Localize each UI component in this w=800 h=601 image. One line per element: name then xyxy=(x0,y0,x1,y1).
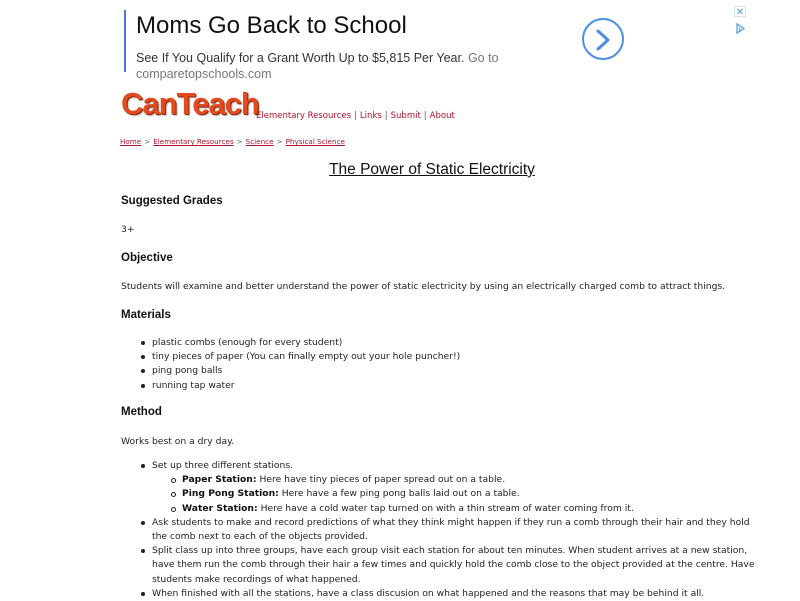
objective-heading: Objective xyxy=(121,252,173,264)
list-item: Split class up into three groups, have each group visit each station for about ten minutes. When student arrives at a new station, have them run the comb through their hair a few times and quickly hold the comb close to the object provided at the centre. Have students make recordings of what happened. xyxy=(139,544,759,587)
chevron-right-icon xyxy=(594,29,612,51)
list-item: When finished with all the stations, have a class discusion on what happened and the reasons that may be behind it all. xyxy=(139,587,759,601)
list-item xyxy=(169,473,759,487)
nav-submit[interactable]: Submit xyxy=(390,111,421,121)
ad-description[interactable] xyxy=(136,50,516,82)
station-label: Paper Station: xyxy=(182,474,257,486)
ad-goto-text: Go to xyxy=(467,51,499,65)
method-heading: Method xyxy=(121,406,162,418)
ad-arrow-button[interactable] xyxy=(582,18,624,60)
ad-title[interactable]: Moms Go Back to School xyxy=(136,12,407,39)
page-title: The Power of Static Electricity xyxy=(329,161,535,178)
nav-about[interactable]: About xyxy=(429,111,455,121)
breadcrumb-physical-science[interactable]: Physical Science xyxy=(285,137,345,146)
breadcrumb: Home > Elementary Resources > Science > Physical Science xyxy=(120,137,345,146)
adchoices-icon[interactable] xyxy=(734,19,746,30)
ad-banner[interactable] xyxy=(124,10,646,81)
breadcrumb-science[interactable]: Science xyxy=(245,137,274,146)
list-item: tiny pieces of paper (You can finally empty out your hole puncher!) xyxy=(139,350,759,364)
breadcrumb-elementary-resources[interactable]: Elementary Resources xyxy=(153,137,234,146)
nav-links[interactable]: Links xyxy=(359,111,382,121)
site-logo[interactable]: CanTeach xyxy=(121,86,259,121)
list-item: running tap water xyxy=(139,379,759,393)
list-item xyxy=(139,459,759,516)
ad-domain[interactable]: comparetopschools.com xyxy=(136,67,272,81)
materials-list xyxy=(139,336,759,393)
nav-elementary-resources[interactable]: Elementary Resources xyxy=(256,111,352,121)
objective-text: Students will examine and better understand the power of static electricity by using an electrically charged comb to attract things. xyxy=(121,281,726,292)
top-nav: Elementary Resources | Links | Submit | About xyxy=(256,111,455,121)
list-item xyxy=(169,502,759,516)
station-label: Water Station: xyxy=(182,502,258,514)
ad-desc-text: See If You Qualify for a Grant Worth Up to $5,815 Per Year. xyxy=(136,51,465,65)
station-text: Here have a cold water tap turned on with a thin stream of water coming from it. xyxy=(260,502,634,514)
method-step-1: Set up three different stations. xyxy=(152,460,294,471)
breadcrumb-home[interactable]: Home xyxy=(120,137,142,146)
method-list xyxy=(139,459,759,601)
grades-value: 3+ xyxy=(121,224,135,235)
method-intro: Works best on a dry day. xyxy=(121,436,235,447)
station-text: Here have a few ping pong balls laid out on a table. xyxy=(281,488,520,500)
list-item: Ask students to make and record predictions of what they think might happen if they run a comb through their hair and they hold the comb next to each of the objects provided. xyxy=(139,516,759,544)
list-item: plastic combs (enough for every student) xyxy=(139,336,759,350)
stations-list xyxy=(169,473,759,516)
close-icon[interactable]: ✕ xyxy=(735,7,745,18)
station-label: Ping Pong Station: xyxy=(182,488,279,500)
station-text: Here have tiny pieces of paper spread out on a table. xyxy=(259,474,506,486)
list-item: ping pong balls xyxy=(139,364,759,378)
materials-heading: Materials xyxy=(121,309,171,321)
grades-heading: Suggested Grades xyxy=(121,195,223,207)
list-item xyxy=(169,487,759,501)
